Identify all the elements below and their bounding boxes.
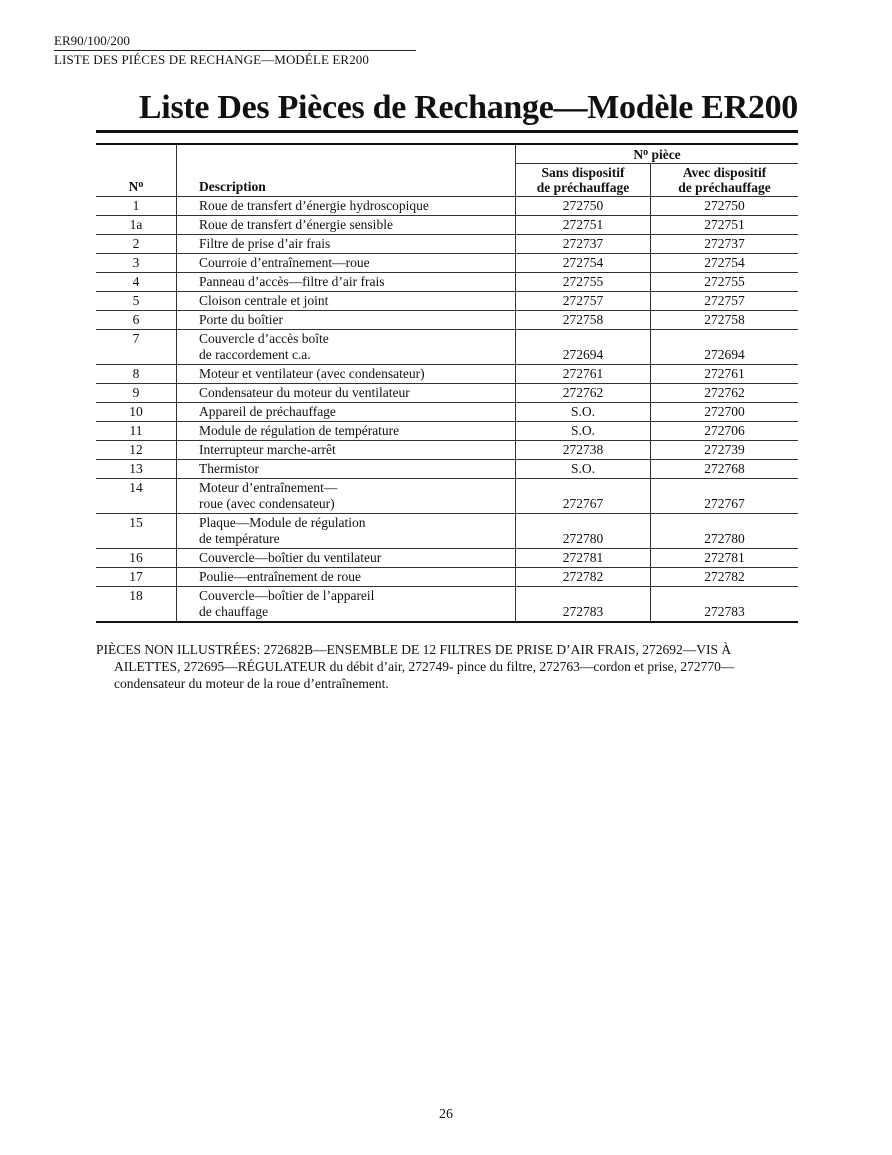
part-number-avec-cell: 272780 [651, 514, 799, 549]
part-number-avec-cell: 272758 [651, 311, 799, 330]
item-number-cell: 1 [96, 197, 177, 216]
table-row [96, 422, 798, 441]
part-number-sans-cell: 272767 [516, 479, 651, 514]
col-header-description: Description [177, 144, 516, 197]
description-line: Moteur et ventilateur (avec condensateur) [199, 366, 425, 381]
header-row-top [96, 144, 798, 164]
part-number-sans-cell: 272755 [516, 273, 651, 292]
description-cell [177, 216, 516, 235]
description-cell [177, 384, 516, 403]
part-number-avec-cell: 272761 [651, 365, 799, 384]
description-cell [177, 549, 516, 568]
item-number-cell: 14 [96, 479, 177, 514]
col-header-number-sup: o [138, 179, 144, 190]
part-number-avec-cell: 272757 [651, 292, 799, 311]
item-number-cell: 12 [96, 441, 177, 460]
table-row [96, 197, 798, 216]
description-line: Interrupteur marche-arrêt [199, 442, 336, 457]
item-number-cell: 3 [96, 254, 177, 273]
page-number: 26 [439, 1107, 453, 1122]
table-row [96, 568, 798, 587]
part-number-sans-cell: 272751 [516, 216, 651, 235]
table-row [96, 235, 798, 254]
table-row [96, 384, 798, 403]
description-line: de température [199, 531, 280, 546]
item-number-cell: 18 [96, 587, 177, 623]
part-number-sans-cell: 272737 [516, 235, 651, 254]
table-row [96, 292, 798, 311]
col-header-sans-line2: de préchauffage [536, 180, 630, 195]
table-row [96, 330, 798, 365]
description-cell [177, 273, 516, 292]
part-number-avec-cell: 272762 [651, 384, 799, 403]
table-row [96, 273, 798, 292]
item-number-cell: 2 [96, 235, 177, 254]
description-line: Filtre de prise d’air frais [199, 236, 331, 251]
description-cell [177, 587, 516, 623]
col-header-sans-line1: Sans dispositif [541, 165, 625, 180]
description-line: Condensateur du moteur du ventilateur [199, 385, 410, 400]
col-header-sans [516, 164, 651, 197]
description-cell [177, 403, 516, 422]
parts-table-body [96, 197, 798, 623]
part-number-sans-cell: 272761 [516, 365, 651, 384]
part-number-avec-cell: 272755 [651, 273, 799, 292]
part-number-sans-cell: 272738 [516, 441, 651, 460]
part-number-avec-cell: 272751 [651, 216, 799, 235]
table-row [96, 441, 798, 460]
parts-table-header [96, 144, 798, 197]
part-number-avec-cell: 272737 [651, 235, 799, 254]
item-number-cell: 5 [96, 292, 177, 311]
part-number-avec-cell: 272783 [651, 587, 799, 623]
running-header [54, 33, 416, 68]
table-row [96, 514, 798, 549]
table-row [96, 403, 798, 422]
part-number-sans-cell: 272750 [516, 197, 651, 216]
description-line: de raccordement c.a. [199, 347, 311, 362]
description-line: de chauffage [199, 604, 269, 619]
part-number-avec-cell: 272767 [651, 479, 799, 514]
description-cell [177, 514, 516, 549]
part-number-sans-cell: 272783 [516, 587, 651, 623]
parts-table [96, 143, 798, 623]
description-cell [177, 292, 516, 311]
description-line: Cloison centrale et joint [199, 293, 329, 308]
part-number-sans-cell: 272754 [516, 254, 651, 273]
item-number-cell: 16 [96, 549, 177, 568]
note-text: PIÈCES NON ILLUSTRÉES: 272682B—ENSEMBLE DE 12 FILTRES DE PRISE D’AIR FRAIS, 272692—VIS À AILETTES, 272695—RÉGULATEUR du débit d’air, 272749- pince du filtre, 272763—cordon et prise, 272770—condensateur du moteur de la roue d’entraînement. [96, 642, 735, 691]
part-number-sans-cell: 272782 [516, 568, 651, 587]
part-number-sans-cell: S.O. [516, 403, 651, 422]
table-row [96, 311, 798, 330]
description-cell [177, 479, 516, 514]
description-cell [177, 365, 516, 384]
group-label-sup: o [643, 147, 649, 158]
description-cell [177, 330, 516, 365]
part-number-sans-cell: 272762 [516, 384, 651, 403]
description-line: Porte du boîtier [199, 312, 283, 327]
table-row [96, 254, 798, 273]
description-line: Couvercle—boîtier du ventilateur [199, 550, 382, 565]
description-line: roue (avec condensateur) [199, 496, 335, 511]
col-header-avec-line1: Avec dispositif [682, 165, 767, 180]
page-title: Liste Des Pièces de Rechange—Modèle ER200 [96, 86, 798, 133]
item-number-cell: 9 [96, 384, 177, 403]
col-header-part-number-group [516, 144, 799, 164]
description-line: Couvercle d’accès boîte [199, 331, 329, 346]
table-row [96, 460, 798, 479]
col-header-avec [651, 164, 799, 197]
part-number-sans-cell: S.O. [516, 460, 651, 479]
part-number-avec-cell: 272781 [651, 549, 799, 568]
description-line: Module de régulation de température [199, 423, 400, 438]
header-section-line: LISTE DES PIÉCES DE RECHANGE—MODÉLE ER200 [54, 52, 370, 67]
table-row [96, 549, 798, 568]
item-number-cell: 7 [96, 330, 177, 365]
description-line: Roue de transfert d’énergie hydroscopique [199, 198, 429, 213]
item-number-cell: 8 [96, 365, 177, 384]
description-cell [177, 311, 516, 330]
part-number-sans-cell: S.O. [516, 422, 651, 441]
col-header-number [96, 144, 177, 197]
description-cell [177, 422, 516, 441]
group-label-prefix: N [633, 147, 644, 162]
description-line: Appareil de préchauffage [199, 404, 336, 419]
description-line: Moteur d’entraînement— [199, 480, 338, 495]
col-header-number-label: N [128, 179, 139, 194]
part-number-avec-cell: 272694 [651, 330, 799, 365]
table-row [96, 365, 798, 384]
group-label-suffix: pièce [648, 147, 681, 162]
item-number-cell: 15 [96, 514, 177, 549]
description-line: Couvercle—boîtier de l’appareil [199, 588, 375, 603]
item-number-cell: 17 [96, 568, 177, 587]
part-number-sans-cell: 272758 [516, 311, 651, 330]
description-line: Poulie—entraînement de roue [199, 569, 361, 584]
part-number-avec-cell: 272739 [651, 441, 799, 460]
item-number-cell: 1a [96, 216, 177, 235]
description-cell [177, 441, 516, 460]
part-number-avec-cell: 272754 [651, 254, 799, 273]
part-number-sans-cell: 272694 [516, 330, 651, 365]
description-cell [177, 568, 516, 587]
description-line: Panneau d’accès—filtre d’air frais [199, 274, 385, 289]
description-cell [177, 235, 516, 254]
description-line: Courroie d’entraînement—roue [199, 255, 370, 270]
part-number-avec-cell: 272768 [651, 460, 799, 479]
item-number-cell: 6 [96, 311, 177, 330]
item-number-cell: 13 [96, 460, 177, 479]
part-number-avec-cell: 272750 [651, 197, 799, 216]
item-number-cell: 10 [96, 403, 177, 422]
description-cell [177, 197, 516, 216]
item-number-cell: 4 [96, 273, 177, 292]
table-row [96, 216, 798, 235]
part-number-avec-cell: 272700 [651, 403, 799, 422]
header-model-line: ER90/100/200 [54, 33, 416, 51]
description-cell [177, 460, 516, 479]
description-line: Plaque—Module de régulation [199, 515, 366, 530]
item-number-cell: 11 [96, 422, 177, 441]
part-number-sans-cell: 272781 [516, 549, 651, 568]
description-cell [177, 254, 516, 273]
part-number-sans-cell: 272780 [516, 514, 651, 549]
part-number-sans-cell: 272757 [516, 292, 651, 311]
description-line: Roue de transfert d’énergie sensible [199, 217, 393, 232]
unillustrated-parts-note [96, 641, 796, 692]
description-line: Thermistor [199, 461, 259, 476]
table-row [96, 479, 798, 514]
part-number-avec-cell: 272782 [651, 568, 799, 587]
col-header-avec-line2: de préchauffage [678, 180, 771, 195]
table-row [96, 587, 798, 623]
part-number-avec-cell: 272706 [651, 422, 799, 441]
